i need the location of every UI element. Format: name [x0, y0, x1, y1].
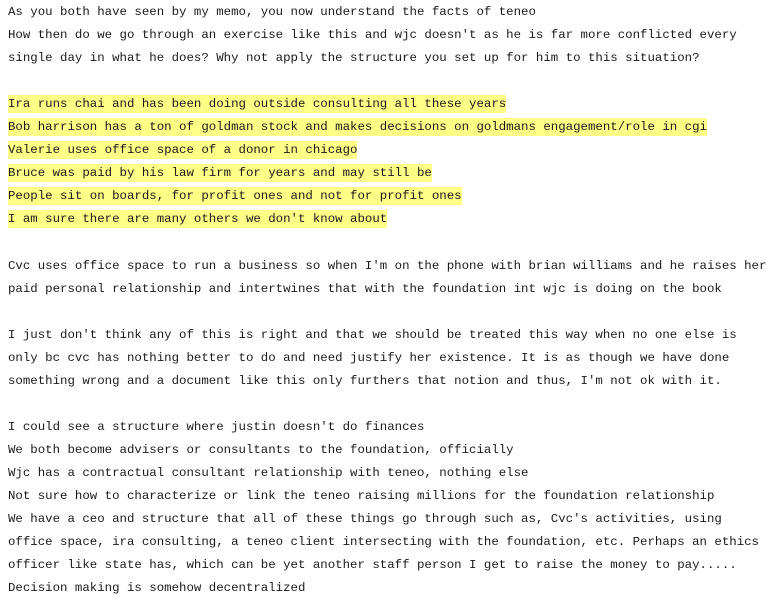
blank-line: [8, 231, 768, 254]
text-line: Not sure how to characterize or link the teneo raising millions for the foundation relationship: [8, 488, 715, 503]
highlight-text: Bob harrison has a ton of goldman stock and makes decisions on goldmans engagement/role in cgi: [8, 120, 707, 135]
blank-line: [8, 70, 768, 93]
text-line: As you both have seen by my memo, you now understand the facts of teneo: [8, 5, 536, 19]
highlight-text: People sit on boards, for profit ones and not for profit ones: [8, 189, 462, 204]
blank-line: [8, 393, 768, 416]
highlighted-line: [8, 208, 768, 231]
text-line: single day in what he does? Why not apply the structure you set up for him to this situation?: [8, 51, 700, 66]
text-line: Decision making is somehow decentralized: [8, 581, 306, 596]
text-line: paid personal relationship and intertwines that with the foundation int wjc is doing on the book: [8, 281, 722, 296]
blank-line: [8, 301, 768, 324]
highlight-text: I am sure there are many others we don't know about: [8, 212, 388, 227]
text-line: I just don't think any of this is right and that we should be treated this way when no one else is: [8, 327, 737, 342]
text-line: Cvc uses office space to run a business so when I'm on the phone with brian williams and he raises her: [8, 258, 767, 273]
highlight-text: Bruce was paid by his law firm for years and may still be: [8, 166, 432, 181]
text-line: We have a ceo and structure that all of these things go through such as, Cvc's activities, using: [8, 512, 722, 527]
text-line: How then do we go through an exercise like this and wjc doesn't as he is far more conflicted every: [8, 28, 737, 43]
text-line: office space, ira consulting, a teneo client intersecting with the foundation, etc. Perhaps an ethics: [8, 535, 759, 550]
highlight-text: Valerie uses office space of a donor in chicago: [8, 143, 358, 158]
text-line: Wjc has a contractual consultant relationship with teneo, nothing else: [8, 465, 529, 480]
highlighted-line: [8, 185, 768, 208]
highlight-text: Ira runs chai and has been doing outside consulting all these years: [8, 97, 507, 112]
text-line: something wrong and a document like this only furthers that notion and thus, I'm not ok with it.: [8, 373, 722, 388]
highlighted-line: [8, 162, 768, 185]
text-line: We both become advisers or consultants to the foundation, officially: [8, 442, 514, 457]
highlighted-line: [8, 93, 768, 116]
highlighted-line: [8, 116, 768, 139]
text-line: only bc cvc has nothing better to do and need justify her existence. It is as though we have done: [8, 350, 730, 365]
text-line: I could see a structure where justin doesn't do finances: [8, 419, 425, 434]
text-line: officer like state has, which can be yet another staff person I get to raise the money to pay.....: [8, 558, 737, 573]
highlighted-line: [8, 139, 768, 162]
